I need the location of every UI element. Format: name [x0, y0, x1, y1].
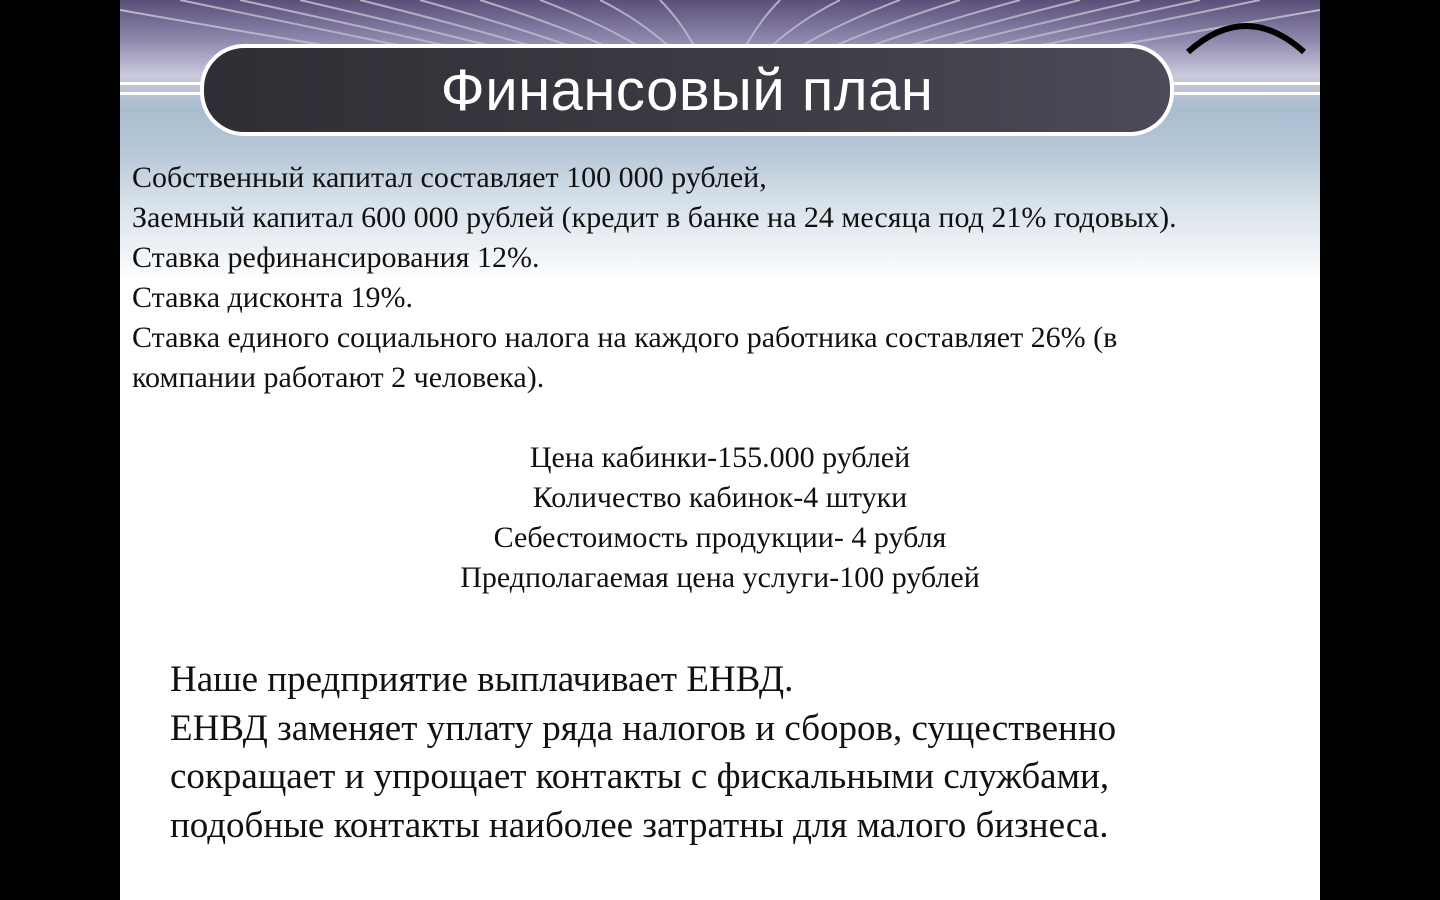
tax-note-paragraph — [170, 656, 1290, 850]
pricing-line: Себестоимость продукции- 4 рубля — [493, 521, 947, 554]
slide-title: Финансовый план — [440, 57, 934, 123]
info-line: Ставка рефинансирования 12%. — [132, 241, 540, 274]
slide — [120, 0, 1320, 900]
info-line: Ставка единого социального налога на каждого работника составляет 26% (в — [132, 321, 1118, 354]
pricing-line: Цена кабинки-155.000 рублей — [529, 441, 911, 474]
tax-note-line: подобные контакты наиболее затратны для малого бизнеса. — [170, 804, 1109, 846]
pricing-line: Предполагаемая цена услуги-100 рублей — [460, 561, 980, 594]
info-line: Собственный капитал составляет 100 000 рублей, — [132, 161, 767, 194]
tax-note-line: ЕНВД заменяет уплату ряда налогов и сборов, существенно — [170, 707, 1117, 749]
title-bar — [200, 44, 1174, 136]
info-line: Заемный капитал 600 000 рублей (кредит в банке на 24 месяца под 21% годовых). — [132, 201, 1177, 234]
financial-info-paragraph — [132, 158, 1312, 398]
info-line: компании работают 2 человека). — [132, 361, 545, 394]
pricing-block — [120, 438, 1320, 598]
arc-decoration — [1184, 10, 1308, 54]
tax-note-line: Наше предприятие выплачивает ЕНВД. — [170, 659, 794, 700]
info-line: Ставка дисконта 19%. — [132, 281, 414, 314]
tax-note-line: сокращает и упрощает контакты с фискальными службами, — [170, 756, 1110, 797]
pricing-line: Количество кабинок-4 штуки — [532, 481, 908, 514]
